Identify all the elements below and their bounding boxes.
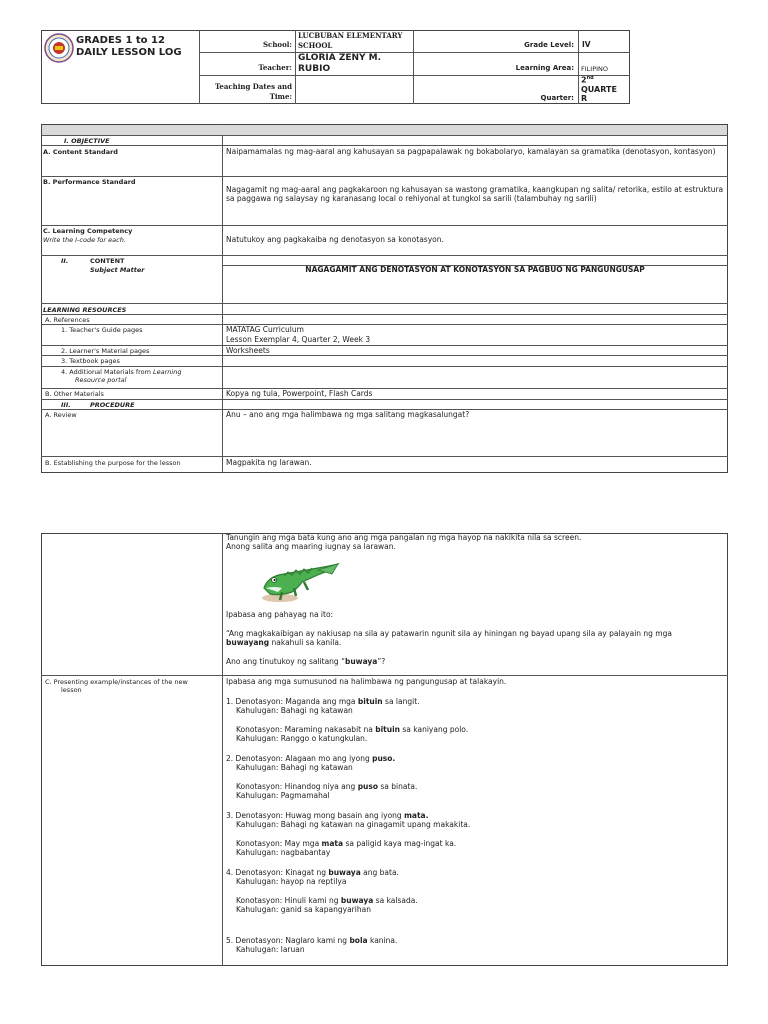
example-3-connotation: Konotasyon: May mga mata sa paligid kaya mag-ingat ka. <box>236 839 457 848</box>
example-3-denotation: 3. Denotasyon: Huwag mong basain ang iyong mata. <box>226 811 429 820</box>
instruction-1: Tanungin ang mga bata kung ano ang mga pangalan ng mga hayop na nakikita nila sa screen. <box>226 533 582 542</box>
area-label: Learning Area: <box>515 64 574 72</box>
instruction-2: Anong salita ang maaring iugnay sa larawan. <box>226 542 396 551</box>
other-materials-value: Kopya ng tula, Powerpoint, Flash Cards <box>226 389 373 398</box>
content-standard-label: A. Content Standard <box>43 148 118 156</box>
example-2-connotation: Konotasyon: Hinandog niya ang puso sa binata. <box>236 782 418 791</box>
example-5-denotation: 5. Denotasyon: Naglaro kami ng bola kanina. <box>226 936 398 945</box>
content-standard-value: Naipamamalas ng mag-aaral ang kahusayan sa pagpapalawak ng bokabolaryo, kamalayan sa gramatika (denotasyon, kontasyon) <box>226 147 716 156</box>
question-text: Ano ang tinutukoy ng salitang “buwaya”? <box>226 657 386 666</box>
example-1-denotation-meaning: Kahulugan: Bahagi ng katawan <box>236 706 353 715</box>
example-4-denotation: 4. Denotasyon: Kinagat ng buwaya ang bata. <box>226 868 399 877</box>
content-value: NAGAGAMIT ANG DENOTASYON AT KONOTASYON SA PAGBUO NG PANGUNGUSAP <box>305 265 645 274</box>
learning-resources-heading: LEARNING RESOURCES <box>43 306 127 314</box>
procedure-heading: PROCEDURE <box>90 401 135 409</box>
purpose-label: B. Establishing the purpose for the lesson <box>45 459 181 467</box>
competency-label: C. Learning Competency <box>43 227 133 235</box>
lm-label: 2. Learner's Material pages <box>61 347 150 355</box>
performance-standard-label: B. Performance Standard <box>43 178 136 186</box>
tg-value-1: MATATAG Curriculum <box>226 325 304 334</box>
example-2-denotation-meaning: Kahulugan: Bahagi ng katawan <box>236 763 353 772</box>
review-label: A. Review <box>45 411 77 419</box>
quarter-label: Quarter: <box>540 94 574 102</box>
example-3-connotation-meaning: Kahulugan: nagbabantay <box>236 848 331 857</box>
crocodile-icon <box>258 558 342 606</box>
teacher-label: Teacher: <box>258 63 292 72</box>
example-4-connotation-meaning: Kahulugan: ganid sa kapangyarihan <box>236 905 371 914</box>
grade-value: IV <box>582 40 591 49</box>
deped-seal-icon <box>44 33 74 63</box>
example-1-connotation-meaning: Kahulugan: Ranggo o katungkulan. <box>236 734 368 743</box>
examples-intro: Ipabasa ang mga sumusunod na halimbawa ng pangungusap at talakayin. <box>226 677 507 686</box>
quote-text: “Ang magkakaibigan ay nakiusap na sila ay patawarin ngunit sila ay hiningan ng bayad upang sila ay palayain ng mga buwayang nakahuli sa kanila. <box>226 629 672 647</box>
subject-matter-label: Subject Matter <box>90 266 145 274</box>
example-4-denotation-meaning: Kahulugan: hayop na reptilya <box>236 877 347 886</box>
content-heading: CONTENT <box>90 257 125 265</box>
purpose-value: Magpakita ng larawan. <box>226 458 312 467</box>
example-5-denotation-meaning: Kahulugan: laruan <box>236 945 305 954</box>
instruction-3: Ipabasa ang pahayag na ito: <box>226 610 334 619</box>
example-1-connotation: Konotasyon: Maraming nakasabit na bituin sa kaniyang polo. <box>236 725 469 734</box>
example-4-connotation: Konotasyon: Hinuli kami ng buwaya sa kalsada. <box>236 896 418 905</box>
presenting-label: C. Presenting example/instances of the new lesson <box>45 678 188 694</box>
school-value: LUCBUBAN ELEMENTARY SCHOOL <box>298 31 403 50</box>
additional-materials-label: 4. Additional Materials from Learning Resource portal <box>61 368 182 384</box>
teacher-value: GLORIA ZENY M. RUBIO <box>298 53 382 74</box>
other-materials-label: B. Other Materials <box>45 390 104 398</box>
objective-heading: I. OBJECTIVE <box>64 137 110 145</box>
grade-label: Grade Level: <box>524 41 574 49</box>
quarter-value: 2nd QUARTER <box>581 75 617 103</box>
textbook-label: 3. Textbook pages <box>61 357 120 365</box>
procedure-num: III. <box>61 401 71 409</box>
tg-label: 1. Teacher's Guide pages <box>61 326 143 334</box>
competency-value: Natutukoy ang pagkakaiba ng denotasyon sa konotasyon. <box>226 235 444 244</box>
school-label: School: <box>263 40 292 49</box>
competency-sub: Write the I-code for each. <box>43 236 126 244</box>
review-value: Anu – ano ang mga halimbawa ng mga salitang magkasalungat? <box>226 410 470 419</box>
content-num: II. <box>61 257 69 265</box>
area-value: FILIPINO <box>581 65 609 73</box>
example-3-denotation-meaning: Kahulugan: Bahagi ng katawan na ginagamit upang makakita. <box>236 820 471 829</box>
references-label: A. References <box>45 316 90 324</box>
header-title-2: DAILY LESSON LOG <box>76 47 182 58</box>
example-2-connotation-meaning: Kahulugan: Pagmamahal <box>236 791 330 800</box>
dates-label: Teaching Dates and Time: <box>214 82 292 101</box>
example-2-denotation: 2. Denotasyon: Alagaan mo ang iyong puso. <box>226 754 396 763</box>
example-1-denotation: 1. Denotasyon: Maganda ang mga bituin sa langit. <box>226 697 420 706</box>
lm-value: Worksheets <box>226 346 270 355</box>
tg-value-2: Lesson Exemplar 4, Quarter 2, Week 3 <box>226 335 371 344</box>
performance-standard-value: Nagagamit ng mag-aaral ang pagkakaroon ng kahusayan sa wastong gramatika, kaangkupan ng salita/ retorika, estilo at estruktura sa paggawa ng salaysay ng karanasang local o rehiyonal at tungkol sa sarili (talambuhay ng sarili) <box>226 185 724 203</box>
header-title-1: GRADES 1 to 12 <box>76 35 165 46</box>
